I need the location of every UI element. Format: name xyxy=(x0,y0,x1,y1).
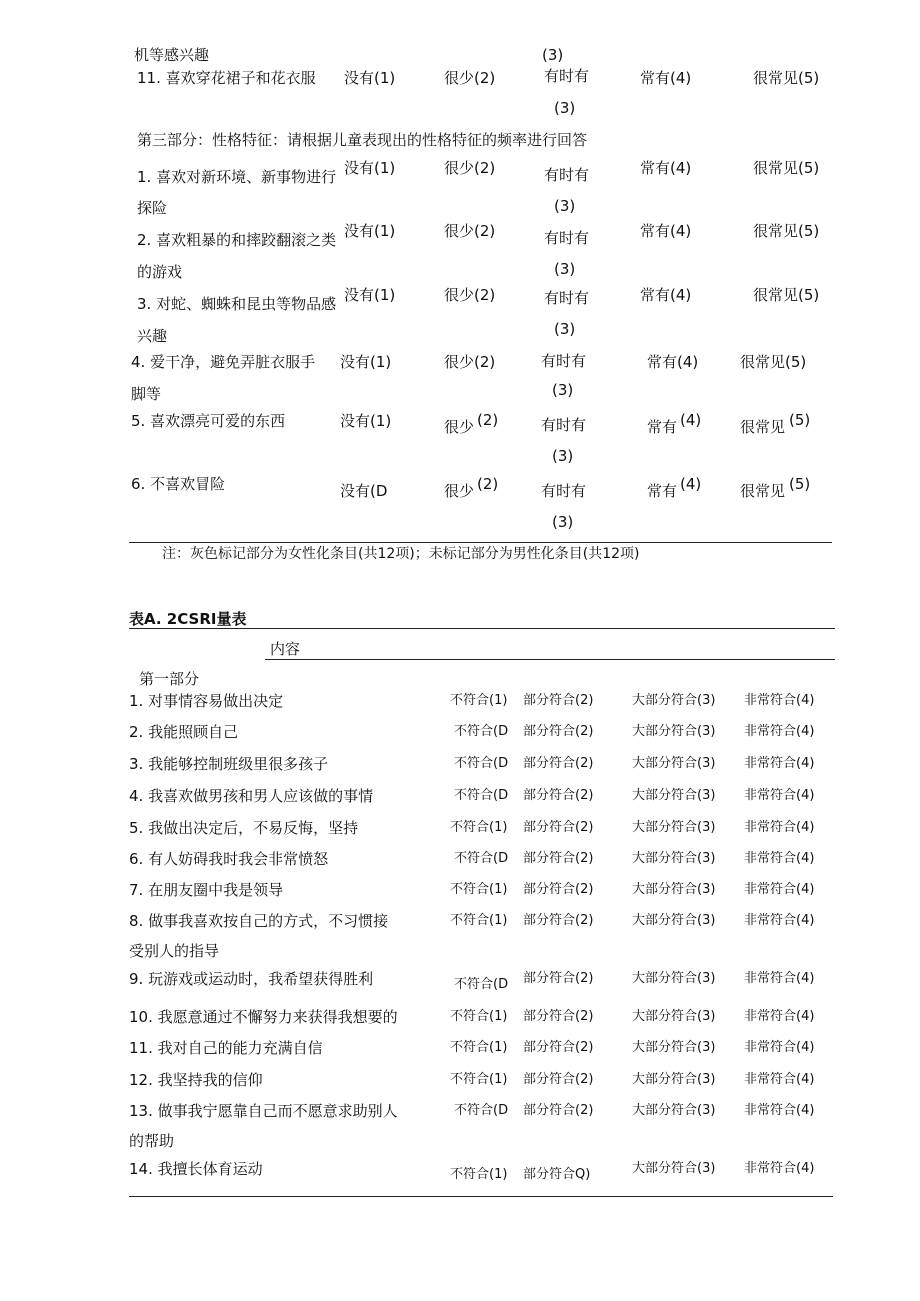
table-a2-item-2-option-1: 不符合(D xyxy=(454,724,509,739)
part3-item-2-option-5: 很常见(5) xyxy=(753,222,820,240)
table-a2-item-10-option-2: 部分符合(2) xyxy=(523,1009,594,1024)
part3-item-1-option-3: 有时有 xyxy=(544,166,590,184)
part3-item-4-option-5: 很常见(5) xyxy=(740,353,807,371)
table-a2-item-5-option-2: 部分符合(2) xyxy=(523,820,594,835)
table-a2-item-1-option-1: 不符合(1) xyxy=(450,693,508,708)
table-a2-item-13-option-3: 大部分符合(3) xyxy=(632,1103,716,1118)
table-a2-item-14-option-2: 部分符合Q) xyxy=(523,1167,591,1182)
table-a2-item-7-option-4: 非常符合(4) xyxy=(744,882,815,897)
table-a2-item-4-line1: 4. 我喜欢做男孩和男人应该做的事情 xyxy=(129,787,374,805)
part3-item-4-option-1: 没有(1) xyxy=(340,353,392,371)
item-11-option-2: 很少(2) xyxy=(444,69,496,87)
table-a2-item-6-option-3: 大部分符合(3) xyxy=(632,851,716,866)
part3-item-6-option-2: 很少 xyxy=(444,482,475,500)
table-bottom-rule xyxy=(129,542,832,543)
table-a2-item-2-line1: 2. 我能照顾自己 xyxy=(129,723,239,741)
part3-item-1-option-4: 常有(4) xyxy=(640,159,692,177)
part3-item-1-line1: 1. 喜欢对新环境、新事物进行 xyxy=(137,168,337,186)
table-a2-item-8-line2: 受别人的指导 xyxy=(129,942,220,960)
table-a2-item-11-line1: 11. 我对自己的能力充满自信 xyxy=(129,1039,323,1057)
table-a2-item-1-option-3: 大部分符合(3) xyxy=(632,693,716,708)
part3-item-4-option-3: 有时有 xyxy=(541,352,587,370)
item-11-label: 11. 喜欢穿花裙子和花衣服 xyxy=(137,69,316,87)
table-a2-item-9-option-3: 大部分符合(3) xyxy=(632,971,716,986)
table-a2-item-3-option-3: 大部分符合(3) xyxy=(632,756,716,771)
part3-item-5-option-3-num: (3) xyxy=(552,447,574,465)
part3-item-3-line1: 3. 对蛇、蜘蛛和昆虫等物品感 xyxy=(137,295,337,313)
table-a2-item-1-line1: 1. 对事情容易做出决定 xyxy=(129,692,284,710)
table-a2-item-10-option-3: 大部分符合(3) xyxy=(632,1009,716,1024)
table-a2-header-rule xyxy=(265,659,835,660)
table-a2-title: 表A. 2CSRI量表 xyxy=(129,610,247,628)
table-a2-item-14-option-1: 不符合(1) xyxy=(450,1167,508,1182)
part3-item-2-option-1: 没有(1) xyxy=(344,222,396,240)
table-a2-item-6-option-2: 部分符合(2) xyxy=(523,851,594,866)
table-a2-item-12-option-2: 部分符合(2) xyxy=(523,1072,594,1087)
table-a2-item-6-option-1: 不符合(D xyxy=(454,851,509,866)
table-a2-item-6-line1: 6. 有人妨碍我时我会非常愤怒 xyxy=(129,850,329,868)
table-a2-bottom-rule xyxy=(129,1196,833,1197)
table-a2-item-10-option-4: 非常符合(4) xyxy=(744,1009,815,1024)
table-a2-item-1-option-2: 部分符合(2) xyxy=(523,693,594,708)
table-a2-item-14-option-3: 大部分符合(3) xyxy=(632,1161,716,1176)
table-a2-item-9-option-1: 不符合(D xyxy=(454,977,509,992)
part3-item-3-option-2: 很少(2) xyxy=(444,286,496,304)
part3-item-3-option-1: 没有(1) xyxy=(344,286,396,304)
table-a2-item-11-option-1: 不符合(1) xyxy=(450,1040,508,1055)
part3-heading: 第三部分：性格特征：请根据儿童表现出的性格特征的频率进行回答 xyxy=(137,131,588,149)
part3-item-5-line1: 5. 喜欢漂亮可爱的东西 xyxy=(131,412,286,430)
part3-item-3-option-4: 常有(4) xyxy=(640,286,692,304)
table-a2-item-4-option-4: 非常符合(4) xyxy=(744,788,815,803)
part3-item-5-option-4-num: (4) xyxy=(680,411,702,429)
part3-item-5-option-2: 很少 xyxy=(444,418,475,436)
table-a2-item-13-option-4: 非常符合(4) xyxy=(744,1103,815,1118)
item-11-option-3-num: (3) xyxy=(554,99,576,117)
part3-item-2-line1: 2. 喜欢粗暴的和摔跤翻滚之类 xyxy=(137,231,337,249)
table-a2-item-5-option-1: 不符合(1) xyxy=(450,820,508,835)
part3-item-5-option-4: 常有 xyxy=(647,418,678,436)
table-a2-item-3-option-2: 部分符合(2) xyxy=(523,756,594,771)
table-a2-item-7-option-1: 不符合(1) xyxy=(450,882,508,897)
table-a2-item-13-line2: 的帮助 xyxy=(129,1132,175,1150)
item-11-option-3: 有时有 xyxy=(544,67,590,85)
table-a2-item-9-option-2: 部分符合(2) xyxy=(523,971,594,986)
table-a2-item-4-option-2: 部分符合(2) xyxy=(523,788,594,803)
item-11-option-4: 常有(4) xyxy=(640,69,692,87)
part3-item-5-option-1: 没有(1) xyxy=(340,412,392,430)
part3-item-2-option-3-num: (3) xyxy=(554,260,576,278)
part3-item-3-option-5: 很常见(5) xyxy=(753,286,820,304)
table-a2-item-11-option-2: 部分符合(2) xyxy=(523,1040,594,1055)
table-a2-item-5-option-3: 大部分符合(3) xyxy=(632,820,716,835)
table-a2-item-8-option-2: 部分符合(2) xyxy=(523,913,594,928)
part3-item-2-option-2: 很少(2) xyxy=(444,222,496,240)
table-a2-item-12-line1: 12. 我坚持我的信仰 xyxy=(129,1071,263,1089)
part3-item-3-option-3-num: (3) xyxy=(554,320,576,338)
table-a2-header-content: 内容 xyxy=(270,640,301,658)
part3-item-6-option-3: 有时有 xyxy=(541,482,587,500)
part3-item-6-option-4-num: (4) xyxy=(680,475,702,493)
table-a2-item-11-option-4: 非常符合(4) xyxy=(744,1040,815,1055)
part3-item-3-line2: 兴趣 xyxy=(137,327,168,345)
table-a2-item-10-line1: 10. 我愿意通过不懈努力来获得我想要的 xyxy=(129,1008,398,1026)
table-a2-item-3-line1: 3. 我能够控制班级里很多孩子 xyxy=(129,755,329,773)
table-a2-item-5-option-4: 非常符合(4) xyxy=(744,820,815,835)
part3-item-6-line1: 6. 不喜欢冒险 xyxy=(131,475,226,493)
part3-item-6-option-5-num: (5) xyxy=(789,475,811,493)
table-a2-item-1-option-4: 非常符合(4) xyxy=(744,693,815,708)
table-a2-top-rule xyxy=(129,628,835,629)
table-a2-item-3-option-1: 不符合(D xyxy=(454,756,509,771)
table-a2-item-12-option-4: 非常符合(4) xyxy=(744,1072,815,1087)
part3-item-4-line1: 4. 爱干净，避免弄脏衣服手 xyxy=(131,353,316,371)
table-a2-section-part1: 第一部分 xyxy=(139,670,200,688)
item-11-option-1: 没有(1) xyxy=(344,69,396,87)
item-11-option-5: 很常见(5) xyxy=(753,69,820,87)
part3-item-1-option-5: 很常见(5) xyxy=(753,159,820,177)
part3-item-4-option-4: 常有(4) xyxy=(647,353,699,371)
table-a2-item-4-option-1: 不符合(D xyxy=(454,788,509,803)
continued-item-text: 机等感兴趣 xyxy=(134,46,210,64)
part3-item-5-option-2-num: (2) xyxy=(477,411,499,429)
part3-item-4-line2: 脚等 xyxy=(131,385,162,403)
part3-item-2-line2: 的游戏 xyxy=(137,263,183,281)
part3-item-6-option-5: 很常见 xyxy=(740,482,786,500)
table-a2-item-9-line1: 9. 玩游戏或运动时，我希望获得胜利 xyxy=(129,970,374,988)
table-a2-item-10-option-1: 不符合(1) xyxy=(450,1009,508,1024)
continued-option-3-part: (3) xyxy=(542,46,564,64)
table-a2-item-5-line1: 5. 我做出决定后，不易反悔，坚持 xyxy=(129,819,359,837)
table-a2-item-8-line1: 8. 做事我喜欢按自己的方式，不习惯接 xyxy=(129,912,389,930)
part3-item-5-option-5: 很常见 xyxy=(740,418,786,436)
table-a2-item-4-option-3: 大部分符合(3) xyxy=(632,788,716,803)
part3-item-4-option-3-num: (3) xyxy=(552,381,574,399)
part3-item-2-option-4: 常有(4) xyxy=(640,222,692,240)
part3-item-6-option-1: 没有(D xyxy=(340,482,388,500)
table-a2-item-12-option-3: 大部分符合(3) xyxy=(632,1072,716,1087)
table-note: 注：灰色标记部分为女性化条目(共12项)；未标记部分为男性化条目(共12项) xyxy=(162,546,640,562)
part3-item-6-option-3-num: (3) xyxy=(552,513,574,531)
table-a2-item-3-option-4: 非常符合(4) xyxy=(744,756,815,771)
table-a2-item-13-line1: 13. 做事我宁愿靠自己而不愿意求助别人 xyxy=(129,1102,398,1120)
table-a2-item-8-option-4: 非常符合(4) xyxy=(744,913,815,928)
part3-item-5-option-3: 有时有 xyxy=(541,416,587,434)
part3-item-4-option-2: 很少(2) xyxy=(444,353,496,371)
table-a2-item-7-option-3: 大部分符合(3) xyxy=(632,882,716,897)
part3-item-1-option-3-num: (3) xyxy=(554,197,576,215)
table-a2-item-14-option-4: 非常符合(4) xyxy=(744,1161,815,1176)
table-a2-item-14-line1: 14. 我擅长体育运动 xyxy=(129,1160,263,1178)
table-a2-item-9-option-4: 非常符合(4) xyxy=(744,971,815,986)
part3-item-2-option-3: 有时有 xyxy=(544,229,590,247)
part3-item-1-line2: 探险 xyxy=(137,199,168,217)
table-a2-item-12-option-1: 不符合(1) xyxy=(450,1072,508,1087)
table-a2-item-8-option-1: 不符合(1) xyxy=(450,913,508,928)
table-a2-item-7-option-2: 部分符合(2) xyxy=(523,882,594,897)
table-a2-item-13-option-1: 不符合(D xyxy=(454,1103,509,1118)
part3-item-3-option-3: 有时有 xyxy=(544,289,590,307)
part3-item-5-option-5-num: (5) xyxy=(789,411,811,429)
part3-item-6-option-4: 常有 xyxy=(647,482,678,500)
table-a2-item-6-option-4: 非常符合(4) xyxy=(744,851,815,866)
table-a2-item-2-option-3: 大部分符合(3) xyxy=(632,724,716,739)
table-a2-item-11-option-3: 大部分符合(3) xyxy=(632,1040,716,1055)
table-a2-item-7-line1: 7. 在朋友圈中我是领导 xyxy=(129,881,284,899)
part3-item-6-option-2-num: (2) xyxy=(477,475,499,493)
table-a2-item-8-option-3: 大部分符合(3) xyxy=(632,913,716,928)
part3-item-1-option-2: 很少(2) xyxy=(444,159,496,177)
part3-item-1-option-1: 没有(1) xyxy=(344,159,396,177)
table-a2-item-2-option-2: 部分符合(2) xyxy=(523,724,594,739)
table-a2-item-13-option-2: 部分符合(2) xyxy=(523,1103,594,1118)
table-a2-item-2-option-4: 非常符合(4) xyxy=(744,724,815,739)
